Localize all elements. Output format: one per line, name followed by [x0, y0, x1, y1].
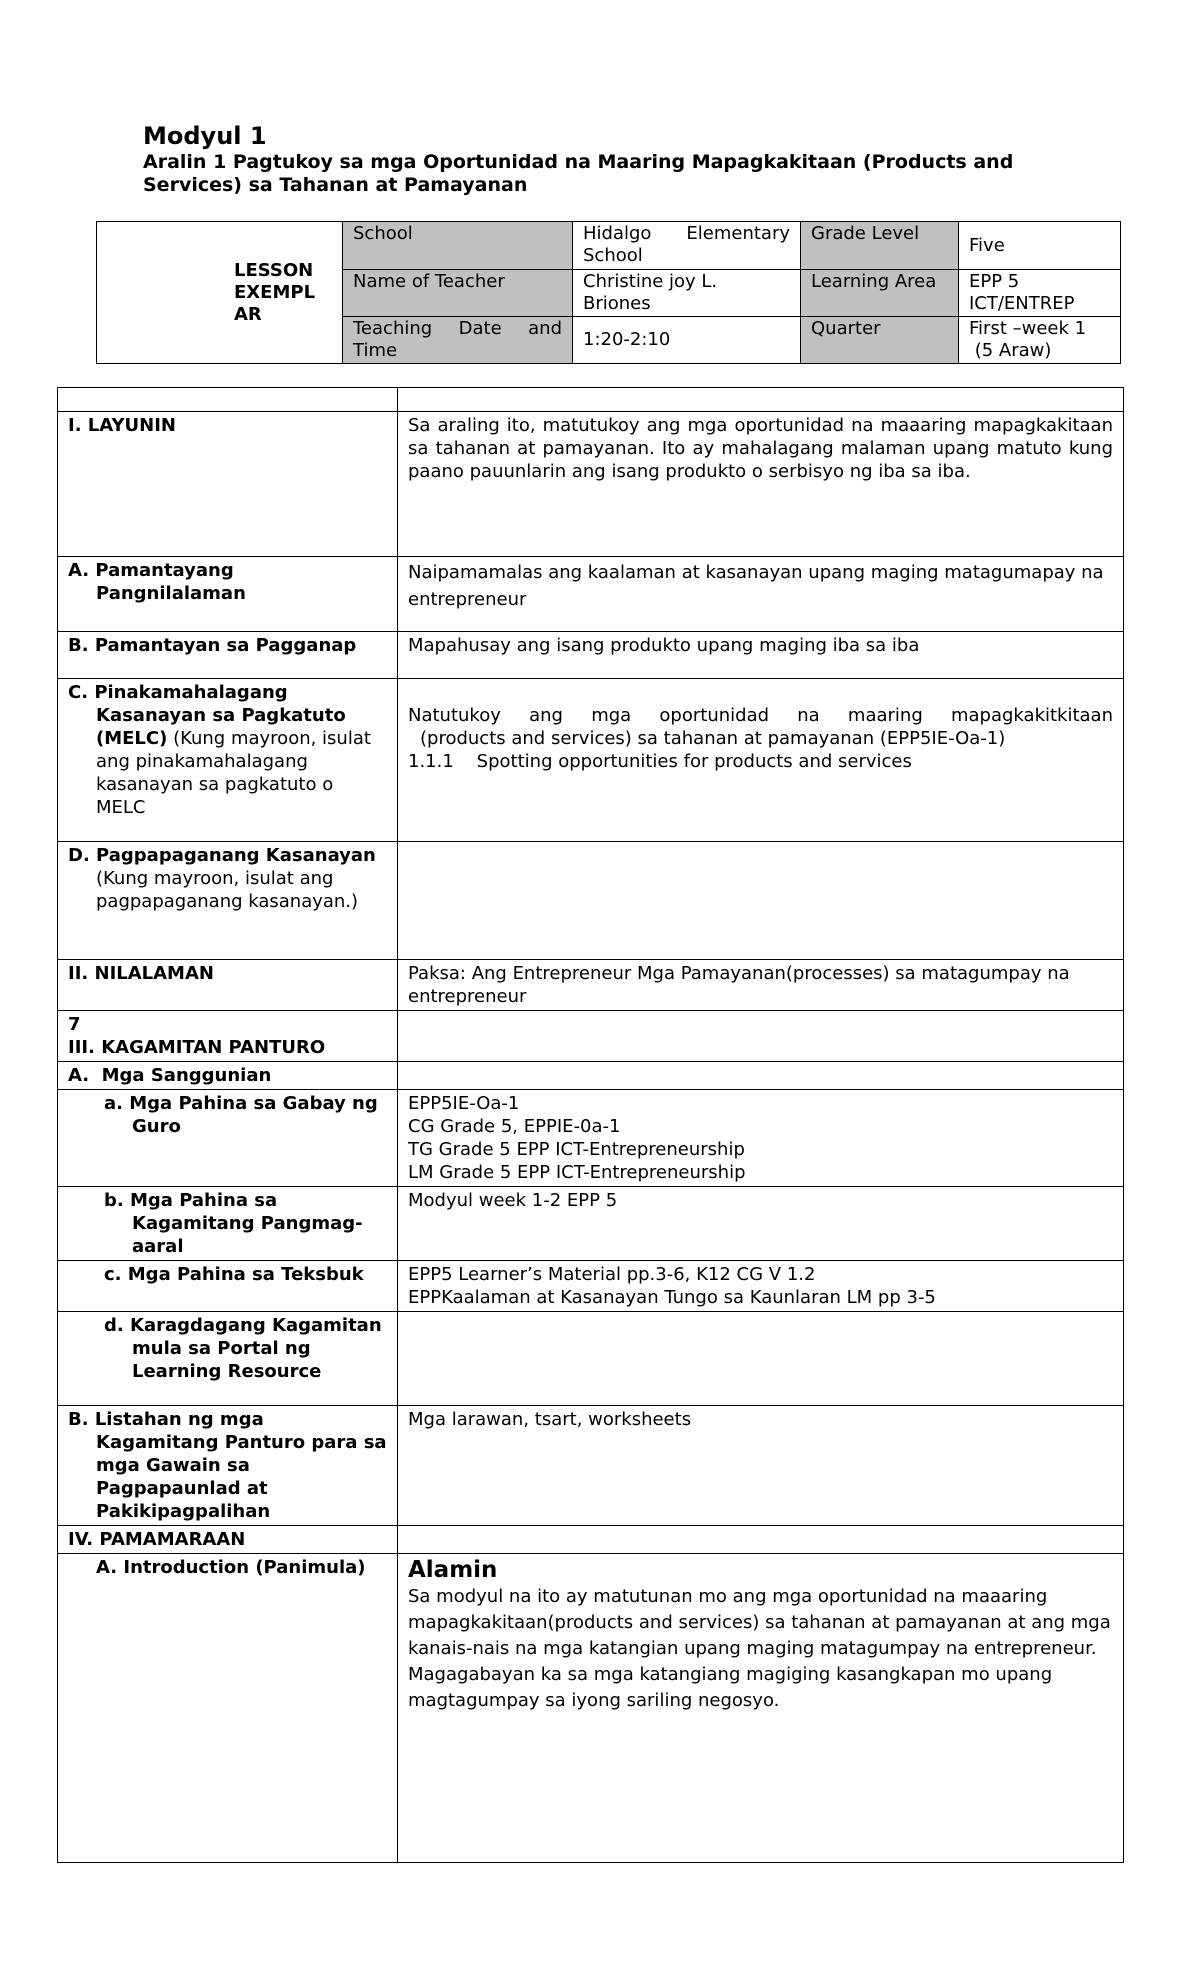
pagganap-value: Mapahusay ang isang produkto upang maging iba sa iba	[398, 632, 1124, 679]
table-row	[58, 1554, 1124, 1863]
pagpapaganang-label-bold: D. Pagpapaganang Kasanayan	[68, 845, 376, 866]
table-row	[58, 1261, 1124, 1312]
empty-cell	[58, 388, 398, 412]
layunin-label: I. LAYUNIN	[58, 412, 398, 557]
pangmag-value: Modyul week 1-2 EPP 5	[398, 1187, 1124, 1261]
gabay-value-1: EPP5IE-Oa-1	[408, 1093, 520, 1114]
table-row	[58, 388, 1124, 412]
kagamitan-label: III. KAGAMITAN PANTURO	[68, 1037, 326, 1058]
intro-cell	[398, 1554, 1124, 1863]
lesson-title: Aralin 1 Pagtukoy sa mga Oportunidad na Maaring Mapagkakitaan (Products and Services) sa Tahanan at Pamayanan	[143, 151, 1014, 196]
pamamaraan-label: IV. PAMAMARAAN	[58, 1526, 398, 1554]
pagpapaganang-label-normal: (Kung mayroon, isulat ang pagpapaganang kasanayan.)	[96, 868, 359, 912]
nilalaman-label: II. NILALAMAN	[58, 960, 398, 1011]
melc-value-line2: (products and services) sa tahanan at pamayanan (EPP5IE-Oa-1)	[420, 728, 1006, 749]
melc-value-line3: 1.1.1 Spotting opportunities for products and services	[408, 751, 912, 772]
learning-area-value: EPP 5 ICT/ENTREP	[959, 270, 1121, 317]
empty-cell	[398, 842, 1124, 960]
date-time-label: Teaching Date and Time	[343, 317, 573, 364]
teksbuk-value-1: EPP5 Learner’s Material pp.3-6, K12 CG V 1.2	[408, 1264, 816, 1285]
table-row	[58, 960, 1124, 1011]
melc-label-normal: (Kung mayroon, isulat ang pinakamahalagang kasanayan sa pagkatuto o MELC	[96, 728, 371, 818]
pagganap-label: B. Pamantayan sa Pagganap	[68, 635, 357, 656]
table-row	[58, 1406, 1124, 1526]
empty-cell	[398, 1526, 1124, 1554]
date-time-value: 1:20-2:10	[573, 317, 801, 364]
pamantayang-label: A. Pamantayang Pangnilalaman	[68, 560, 246, 604]
empty-cell	[398, 1011, 1124, 1062]
karagdagang-label: d. Karagdagang Kagamitan mula sa Portal ng Learning Resource	[104, 1315, 382, 1382]
pamantayang-value: Naipamamalas ang kaalaman at kasanayan upang maging matagumapay na entrepreneur	[398, 557, 1124, 632]
melc-label	[68, 681, 387, 819]
learning-area-label: Learning Area	[801, 270, 959, 317]
layunin-value: Sa araling ito, matutukoy ang mga oportunidad na maaaring mapagkakitaan sa tahanan at pamayanan. Ito ay mahalagang malaman upang matuto kung paano pauunlarin ang isang produkto o serbisyo ng iba sa iba.	[398, 412, 1124, 557]
listahan-value: Mga larawan, tsart, worksheets	[398, 1406, 1124, 1526]
table-row	[58, 1062, 1124, 1090]
melc-value-line1: Natutukoy ang mga oportunidad na maaring mapagkakitkitaan	[408, 705, 1113, 726]
table-row	[58, 1011, 1124, 1062]
intro-value: Sa modyul na ito ay matutunan mo ang mga oportunidad na maaaring mapagkakitaan(products and services) sa tahanan at pamayanan at ang mga kanais-nais na mga katangian upang maging matagumpay na entrepreneur. Magagabayan ka sa mga katangiang magiging kasangkapan mo upang magtagumpay sa iyong sariling negosyo.	[408, 1586, 1111, 1711]
teksbuk-values	[398, 1261, 1124, 1312]
quarter-value-line2: (5 Araw)	[969, 340, 1052, 361]
lesson-plan-table	[57, 387, 1124, 1863]
table-row	[58, 679, 1124, 842]
empty-cell	[398, 1312, 1124, 1406]
grade-level-value: Five	[959, 222, 1121, 270]
intro-heading: Alamin	[408, 1557, 498, 1583]
lesson-exemplar-label: LESSON EXEMPL AR	[97, 222, 343, 364]
module-title: Modyul 1	[143, 122, 267, 150]
listahan-label: B. Listahan ng mga Kagamitang Panturo para sa mga Gawain sa Pagpapaunlad at Pakikipagpalihan	[68, 1409, 387, 1522]
teacher-value: Christine joy L. Briones	[573, 270, 801, 317]
table-row	[58, 1312, 1124, 1406]
gabay-label: a. Mga Pahina sa Gabay ng Guro	[104, 1093, 378, 1137]
table-row	[58, 1187, 1124, 1261]
teksbuk-label: c. Mga Pahina sa Teksbuk	[104, 1264, 364, 1285]
nilalaman-value: Paksa: Ang Entrepreneur Mga Pamayanan(processes) sa matagumpay na entrepreneur	[398, 960, 1124, 1011]
sanggunian-label: A. Mga Sanggunian	[58, 1062, 398, 1090]
table-row	[58, 412, 1124, 557]
gabay-value-3: TG Grade 5 EPP ICT-Entrepreneurship	[408, 1139, 745, 1160]
quarter-label: Quarter	[801, 317, 959, 364]
intro-label: A. Introduction (Panimula)	[96, 1557, 366, 1578]
gabay-value-4: LM Grade 5 EPP ICT-Entrepreneurship	[408, 1162, 746, 1183]
empty-cell	[398, 388, 1124, 412]
melc-value	[398, 679, 1124, 842]
pangmag-label: b. Mga Pahina sa Kagamitang Pangmag-aaral	[104, 1190, 363, 1257]
kagamitan-number: 7	[68, 1014, 81, 1035]
table-row	[58, 632, 1124, 679]
table-row	[58, 1090, 1124, 1187]
empty-cell	[398, 1062, 1124, 1090]
quarter-value	[959, 317, 1121, 364]
lesson-header-table	[96, 221, 1121, 364]
school-label: School	[343, 222, 573, 270]
school-value: Hidalgo Elementary School	[573, 222, 801, 270]
pagpapaganang-label	[68, 844, 387, 867]
melc-label-bold: C. Pinakamahalagang Kasanayan sa Pagkatuto (MELC)	[68, 682, 346, 749]
teksbuk-value-2: EPPKaalaman at Kasanayan Tungo sa Kaunlaran LM pp 3-5	[408, 1287, 936, 1308]
teacher-label: Name of Teacher	[343, 270, 573, 317]
table-row	[58, 557, 1124, 632]
grade-level-label: Grade Level	[801, 222, 959, 270]
table-row	[58, 842, 1124, 960]
table-row	[58, 1526, 1124, 1554]
gabay-values	[398, 1090, 1124, 1187]
gabay-value-2: CG Grade 5, EPPIE-0a-1	[408, 1116, 621, 1137]
quarter-value-line1: First –week 1	[969, 318, 1087, 339]
